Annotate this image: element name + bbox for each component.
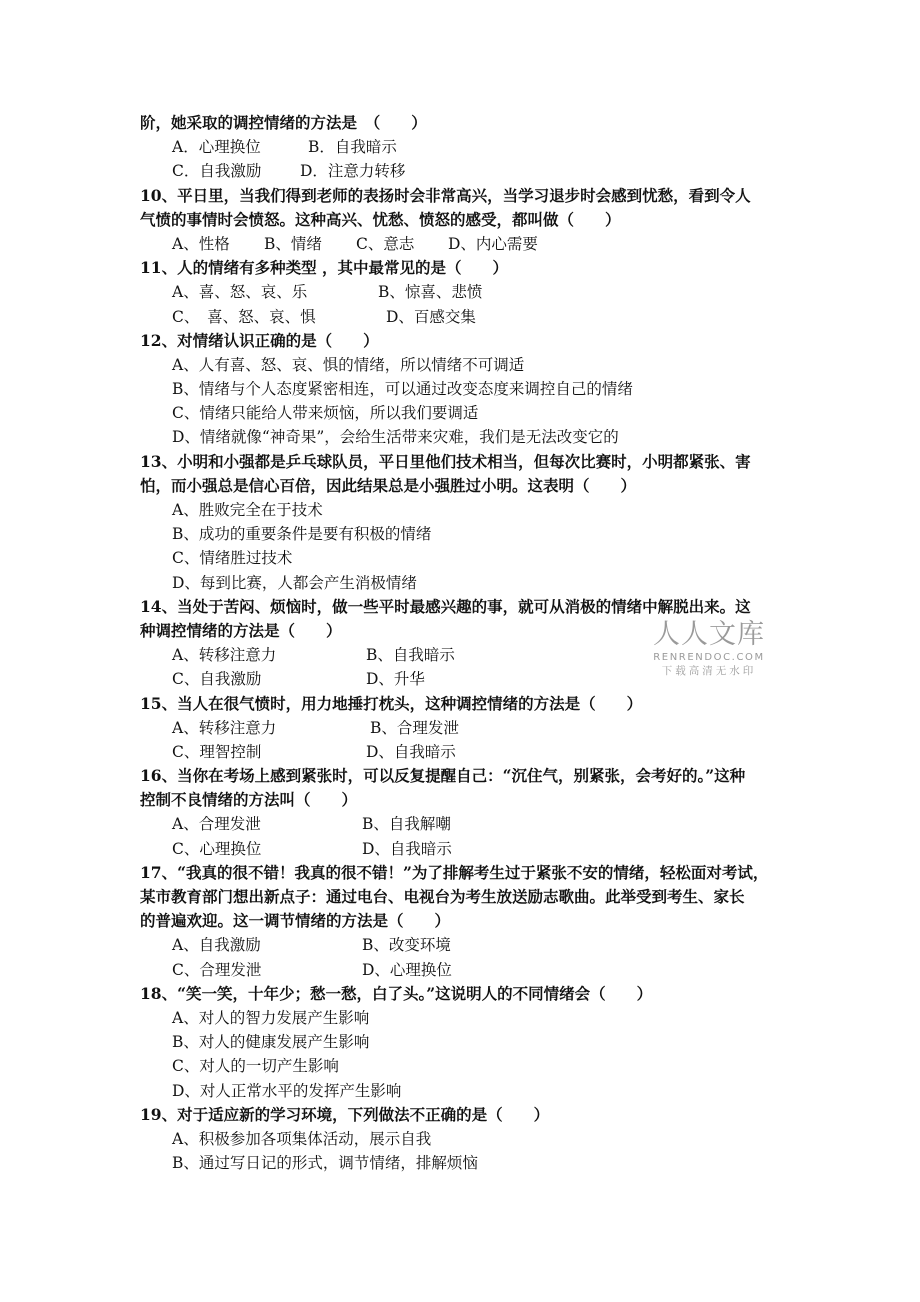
question-stem-line: 16、当你在考场上感到紧张时，可以反复提醒自己：“沉住气，别紧张，会考好的。”这种	[140, 766, 746, 786]
answer-option: B、自我暗示	[366, 646, 455, 665]
question-stem-line: 18、“笑一笑，十年少；愁一愁，白了头。”这说明人的不同情绪会（ ）	[140, 983, 653, 1003]
answer-option: A、转移注意力	[172, 646, 277, 665]
watermark	[644, 619, 774, 679]
answer-option: C、心理换位	[172, 839, 262, 858]
question-stem-line: 气愤的事情时会愤怒。这种高兴、忧愁、愤怒的感受，都叫做（ ）	[140, 209, 621, 229]
answer-option: B、对人的健康发展产生影响	[172, 1033, 370, 1052]
watermark-url: RENRENDOC.COM	[653, 652, 765, 663]
answer-options-line	[140, 1030, 800, 1054]
answer-options-line	[140, 546, 800, 570]
answer-option: B．自我暗示	[308, 138, 397, 157]
answer-options-line	[140, 522, 800, 546]
answer-option: A、合理发泄	[172, 815, 261, 834]
answer-option: C、合理发泄	[172, 960, 262, 979]
answer-options-line	[140, 353, 800, 377]
answer-option: A、喜、怒、哀、乐	[172, 283, 308, 302]
answer-option: C、情绪胜过技术	[172, 549, 293, 568]
question-stem-line: 15、当人在很气愤时，用力地捶打枕头，这种调控情绪的方法是（ ）	[140, 693, 643, 713]
answer-options-line	[140, 401, 800, 425]
answer-option: A、胜败完全在于技术	[172, 501, 323, 519]
answer-option: D．注意力转移	[300, 162, 406, 181]
answer-option: D、情绪就像“神奇果”，会给生活带来灾难，我们是无法改变它的	[172, 428, 619, 447]
watermark-tagline: 下载高清无水印	[661, 665, 757, 677]
answer-option: A、积极参加各项集体活动，展示自我	[172, 1129, 432, 1148]
answer-option: B、通过写日记的形式，调节情绪，排解烦恼	[172, 1154, 478, 1173]
answer-option: D、百感交集	[386, 307, 476, 326]
question-stem-line: 13、小明和小强都是乒乓球队员，平日里他们技术相当，但每次比赛时，小明都紧张、害	[140, 451, 751, 471]
answer-option: B、合理发泄	[370, 718, 459, 737]
answer-option: C、自我激励	[172, 670, 262, 689]
question-stem-line: 阶，她采取的调控情绪的方法是 （ ）	[140, 113, 427, 132]
question-stem-line: 12、对情绪认识正确的是（ ）	[140, 330, 379, 350]
answer-option: A、转移注意力	[172, 718, 277, 737]
answer-option: C、意志	[356, 234, 415, 253]
answer-option: D、内心需要	[448, 234, 538, 253]
answer-option: B、改变环境	[362, 936, 451, 955]
answer-option: A．心理换位	[172, 138, 261, 157]
question-stem-line: 19、对于适应新的学习环境，下列做法不正确的是（ ）	[140, 1104, 550, 1124]
answer-option: C、理智控制	[172, 742, 262, 761]
answer-options-line	[140, 1006, 800, 1030]
answer-option: B、情绪	[264, 234, 322, 253]
answer-options-line	[140, 159, 800, 183]
answer-option: A、性格	[172, 234, 230, 253]
answer-option: C．自我激励	[172, 162, 262, 181]
answer-option: C、对人的一切产生影响	[172, 1057, 339, 1076]
answer-option: B、惊喜、悲愤	[378, 283, 483, 302]
answer-options-line	[140, 135, 800, 159]
answer-options-line	[140, 716, 800, 740]
answer-options-line	[140, 958, 800, 982]
question-stem-line: 某市教育部门想出新点子：通过电台、电视台为考生放送励志歌曲。此举受到考生、家长	[140, 887, 745, 906]
answer-option: B、情绪与个人态度紧密相连，可以通过改变态度来调控自己的情绪	[172, 380, 633, 399]
answer-options-line	[140, 740, 800, 764]
answer-option: C、情绪只能给人带来烦恼，所以我们要调适	[172, 404, 479, 423]
answer-options-line	[140, 425, 800, 449]
answer-options-line	[140, 1054, 800, 1078]
answer-option: D、每到比赛，人都会产生消极情绪	[172, 573, 417, 592]
answer-options-line	[140, 812, 800, 836]
answer-options-line	[140, 498, 800, 522]
question-stem-line: 控制不良情绪的方法叫（ ）	[140, 790, 358, 810]
question-stem-line: 种调控情绪的方法是（ ）	[140, 620, 342, 640]
answer-option: B、自我解嘲	[362, 815, 451, 834]
answer-options-line	[140, 933, 800, 957]
answer-options-line	[140, 1151, 800, 1175]
question-stem-line: 10、平日里，当我们得到老师的表扬时会非常高兴，当学习退步时会感到忧愁，看到令人	[140, 185, 751, 205]
answer-options-line	[140, 1079, 800, 1103]
watermark-logo: 人人文库	[653, 619, 765, 650]
answer-option: D、对人正常水平的发挥产生影响	[172, 1081, 402, 1100]
question-stem-line: 11、人的情绪有多种类型 ，其中最常见的是（ ）	[140, 258, 508, 278]
answer-options-line	[140, 1127, 800, 1151]
answer-option: D、心理换位	[362, 960, 452, 979]
answer-option: D、升华	[366, 670, 425, 689]
answer-options-line	[140, 232, 800, 256]
answer-option: A、对人的智力发展产生影响	[172, 1008, 370, 1027]
question-stem-line: 14、当处于苦闷、烦恼时，做一些平时最感兴趣的事，就可从消极的情绪中解脱出来。这	[140, 596, 751, 616]
answer-options-line	[140, 305, 800, 329]
answer-options-line	[140, 280, 800, 304]
answer-option: D、自我暗示	[366, 742, 456, 761]
answer-option: D、自我暗示	[362, 839, 452, 858]
answer-option: A、自我激励	[172, 936, 261, 955]
answer-option: C、 喜、怒、哀、惧	[172, 307, 316, 326]
answer-options-line	[140, 837, 800, 861]
question-stem-line: 的普遍欢迎。这一调节情绪的方法是（ ）	[140, 911, 451, 931]
answer-options-line	[140, 377, 800, 401]
answer-option: B、成功的重要条件是要有积极的情绪	[172, 525, 432, 544]
answer-options-line	[140, 571, 800, 595]
question-stem-line: 怕，而小强总是信心百倍，因此结果总是小强胜过小明。这表明（ ）	[140, 475, 637, 495]
answer-option: A、人有喜、怒、哀、惧的情绪，所以情绪不可调适	[172, 355, 525, 374]
question-stem-line: 17、“我真的很不错！我真的很不错！”为了排解考生过于紧张不安的情绪，轻松面对考试，	[140, 862, 769, 882]
